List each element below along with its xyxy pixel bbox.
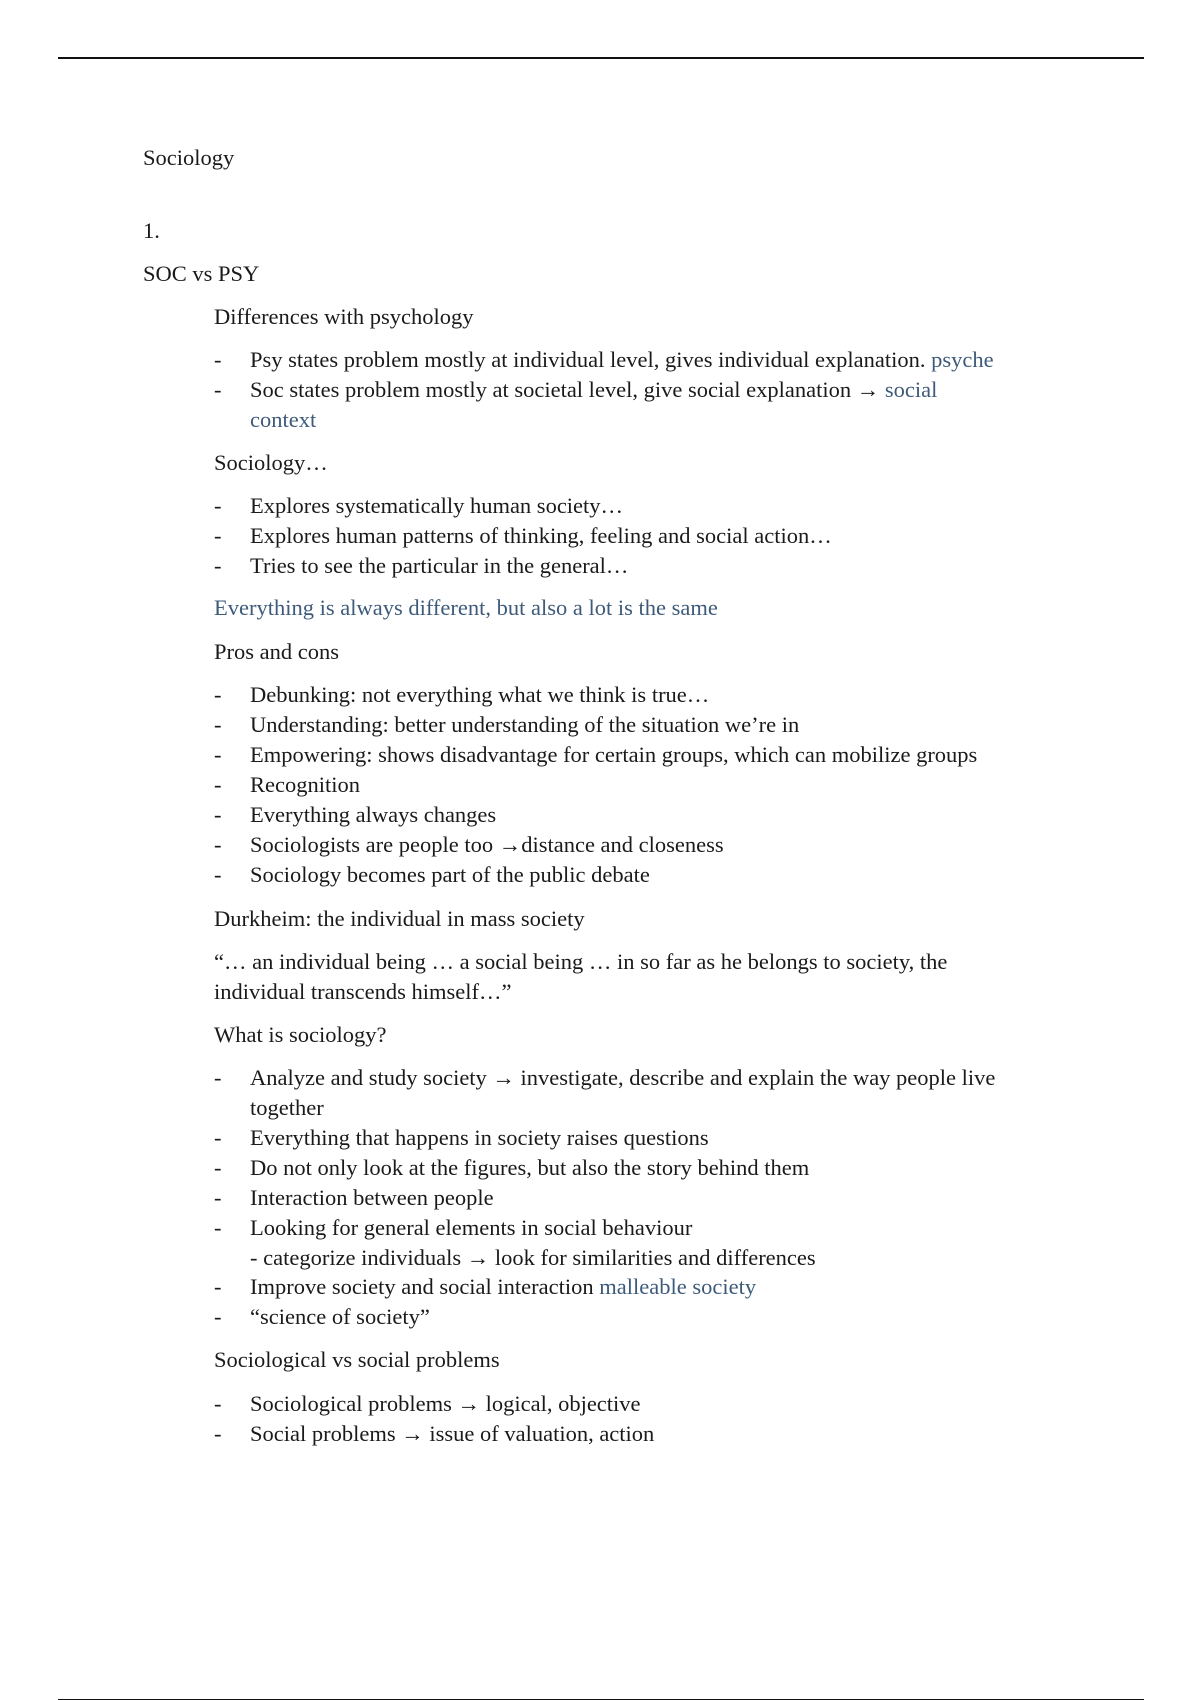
bullet-dash: - (214, 553, 222, 578)
list-item: Tries to see the particular in the general… (250, 553, 629, 578)
what-is-heading: What is sociology? (214, 1022, 387, 1047)
bullet-dash: - (214, 682, 222, 707)
bullet-dash: - (214, 832, 222, 857)
item-text: Psy states problem mostly at individual level, gives individual explanation. (250, 347, 932, 372)
bullet-dash: - (214, 1391, 222, 1416)
durkheim-quote: individual transcends himself…” (214, 979, 512, 1004)
list-item (250, 375, 937, 405)
durkheim-heading: Durkheim: the individual in mass society (214, 906, 585, 931)
bullet-dash: - (214, 1065, 222, 1090)
bullet-dash: - (214, 523, 222, 548)
bullet-dash: - (214, 712, 222, 737)
list-item: “science of society” (250, 1304, 430, 1329)
list-item: Everything that happens in society raises questions (250, 1125, 709, 1150)
section-title: SOC vs PSY (143, 261, 260, 286)
item-text: Soc states problem mostly at societal level, give social explanation → (250, 377, 885, 402)
accent-term: social (884, 377, 938, 402)
section-number: 1. (143, 218, 160, 243)
bullet-dash: - (214, 1125, 222, 1150)
bullet-dash: - (214, 1185, 222, 1210)
list-item: Empowering: shows disadvantage for certain groups, which can mobilize groups (250, 742, 978, 767)
list-item: Understanding: better understanding of the situation we’re in (250, 712, 800, 737)
list-item: Explores systematically human society… (250, 493, 624, 518)
accent-term: malleable society (599, 1274, 757, 1299)
bullet-dash: - (214, 1304, 222, 1329)
bullet-dash: - (214, 742, 222, 767)
bullet-dash: - (214, 377, 222, 402)
list-item: Debunking: not everything what we think is true… (250, 682, 710, 707)
problems-heading: Sociological vs social problems (214, 1347, 500, 1372)
bullet-dash: - (214, 1274, 222, 1299)
list-item: Sociological problems → logical, objective (250, 1391, 641, 1416)
bullet-dash: - (214, 802, 222, 827)
differences-heading: Differences with psychology (214, 304, 474, 329)
bullet-dash: - (214, 772, 222, 797)
list-item: Do not only look at the figures, but also the story behind them (250, 1155, 810, 1180)
list-item: Analyze and study society → investigate, describe and explain the way people live (250, 1065, 996, 1090)
bullet-dash: - (214, 1421, 222, 1446)
sociology-heading: Sociology… (214, 450, 328, 475)
bullet-dash: - (214, 1155, 222, 1180)
list-item: Looking for general elements in social behaviour (250, 1215, 693, 1240)
item-text: Improve society and social interaction (250, 1274, 600, 1299)
bullet-dash: - (214, 862, 222, 887)
durkheim-quote: “… an individual being … a social being … in so far as he belongs to society, the (214, 949, 948, 974)
header-rule (58, 57, 1144, 59)
list-sub-item: - categorize individuals → look for similarities and differences (250, 1245, 816, 1270)
list-item: Sociology becomes part of the public debate (250, 862, 650, 887)
list-item: Social problems → issue of valuation, action (250, 1421, 655, 1446)
document-title: Sociology (143, 145, 235, 170)
list-item: Sociologists are people too →distance and closeness (250, 832, 724, 857)
list-item: Everything always changes (250, 802, 497, 827)
list-item-continuation: together (250, 1095, 324, 1120)
pros-cons-heading: Pros and cons (214, 639, 339, 664)
accent-continuation: context (250, 407, 317, 432)
bullet-dash: - (214, 493, 222, 518)
bullet-dash: - (214, 347, 222, 372)
list-item (250, 1272, 756, 1302)
bullet-dash: - (214, 1215, 222, 1240)
highlight-statement: Everything is always different, but also a lot is the same (214, 595, 718, 620)
list-item: Recognition (250, 772, 360, 797)
accent-term: psyche (931, 347, 994, 372)
list-item (250, 345, 994, 375)
list-item: Explores human patterns of thinking, feeling and social action… (250, 523, 832, 548)
list-item: Interaction between people (250, 1185, 494, 1210)
